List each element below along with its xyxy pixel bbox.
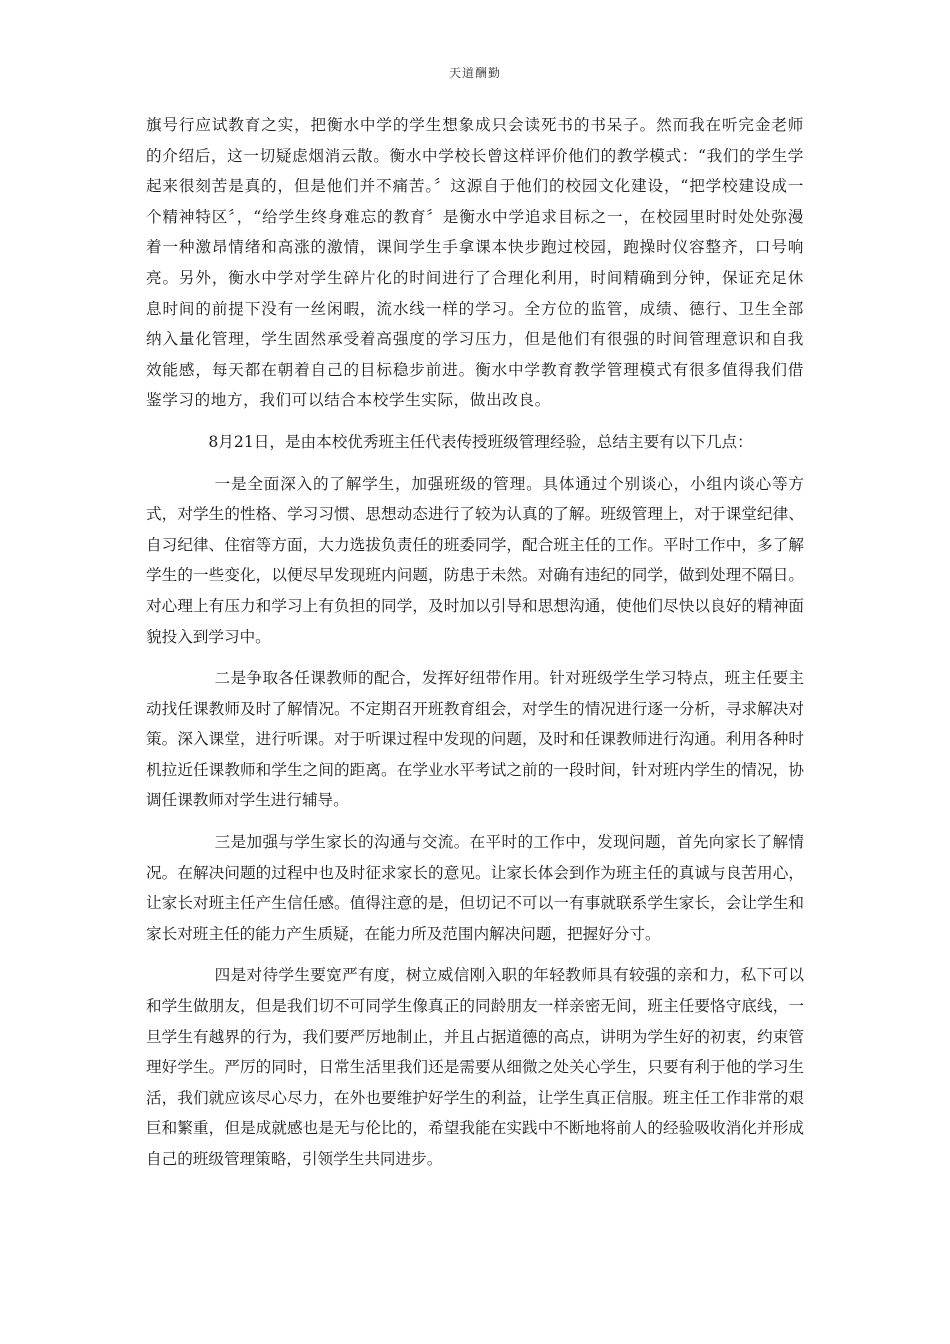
page-header: 天道酬勤 [448, 66, 501, 80]
paragraph-point-one: 一是全面深入的了解学生，加强班级的管理。具体通过个别谈心，小组内谈心等方式，对学生的性格、学习习惯、思想动态进行了较为认真的了解。班级管理上，对于课堂纪律、自习纪律、住宿等方面，大力选拔负责任的班委同学，配合班主任的工作。平时工作中，多了解学生的一些变化，以便尽早发现班内问题，防患于未然。对确有违纪的同学，做到处理不隔日。对心理上有压力和学习上有负担的同学，及时加以引导和思想沟通，使他们尽快以良好的精神面貌投入到学习中。 [146, 474, 804, 646]
paragraph-point-three: 三是加强与学生家长的沟通与交流。在平时的工作中，发现问题，首先向家长了解情况。在解决问题的过程中也及时征求家长的意见。让家长体会到作为班主任的真诚与良苦用心，让家长对班主任产生信任感。值得注意的是，但切记不可以一有事就联系学生家长，会让学生和家长对班主任的能力产生质疑，在能力所及范围内解决问题，把握好分寸。 [146, 833, 804, 943]
document-body [146, 110, 804, 1175]
paragraph-continuation: 旗号行应试教育之实，把衡水中学的学生想象成只会读死书的书呆子。然而我在听完金老师的介绍后，这一切疑虑烟消云散。衡水中学校长曾这样评价他们的教学模式：“我们的学生学起来很刻苦是真的，但是他们并不痛苦。〞这源自于他们的校园文化建设，“把学校建设成一个精神特区〞，“给学生终身难忘的教育〞是衡水中学追求目标之一，在校园里时时处处弥漫着一种激昂情绪和高涨的激情，课间学生手拿课本快步跑过校园，跑操时仪容整齐，口号响亮。另外，衡水中学对学生碎片化的时间进行了合理化利用，时间精确到分钟，保证充足休息时间的前提下没有一丝闲暇，流水线一样的学习。全方位的监管，成绩、德行、卫生全部纳入量化管理，学生固然承受着高强度的学习压力，但是他们有很强的时间管理意识和自我效能感，每天都在朝着自己的目标稳步前进。衡水中学教育教学管理模式有很多值得我们借鉴学习的地方，我们可以结合本校学生实际，做出改良。 [146, 116, 804, 410]
paragraph-point-two: 二是争取各任课教师的配合，发挥好纽带作用。针对班级学生学习特点，班主任要主动找任课教师及时了解情况。不定期召开班教育组会，对学生的情况进行逐一分析，寻求解决对策。深入课堂，进行听课。对于听课过程中发现的问题，及时和任课教师进行沟通。利用各种时机拉近任课教师和学生之间的距离。在学业水平考试之前的一段时间，针对班内学生的情况，协调任课教师对学生进行辅导。 [146, 669, 804, 810]
paragraph-point-four: 四是对待学生要宽严有度，树立威信刚入职的年轻教师具有较强的亲和力，私下可以和学生做朋友，但是我们切不可同学生像真正的同龄朋友一样亲密无间，班主任要恪守底线，一旦学生有越界的行为，我们要严厉地制止，并且占据道德的高点，讲明为学生好的初衷，约束管理好学生。严厉的同时，日常生活里我们还是需要从细微之处关心学生，只要有利于他的学习生活，我们就应该尽心尽力，在外也要维护好学生的利益，让学生真正信服。班主任工作非常的艰巨和繁重，但是成就感也是无与伦比的，希望我能在实践中不断地将前人的经验吸收消化并形成自己的班级管理策略，引领学生共同进步。 [146, 966, 804, 1168]
paragraph-date-intro: 8月21日，是由本校优秀班主任代表传授班级管理经验，总结主要有以下几点： [208, 432, 753, 451]
